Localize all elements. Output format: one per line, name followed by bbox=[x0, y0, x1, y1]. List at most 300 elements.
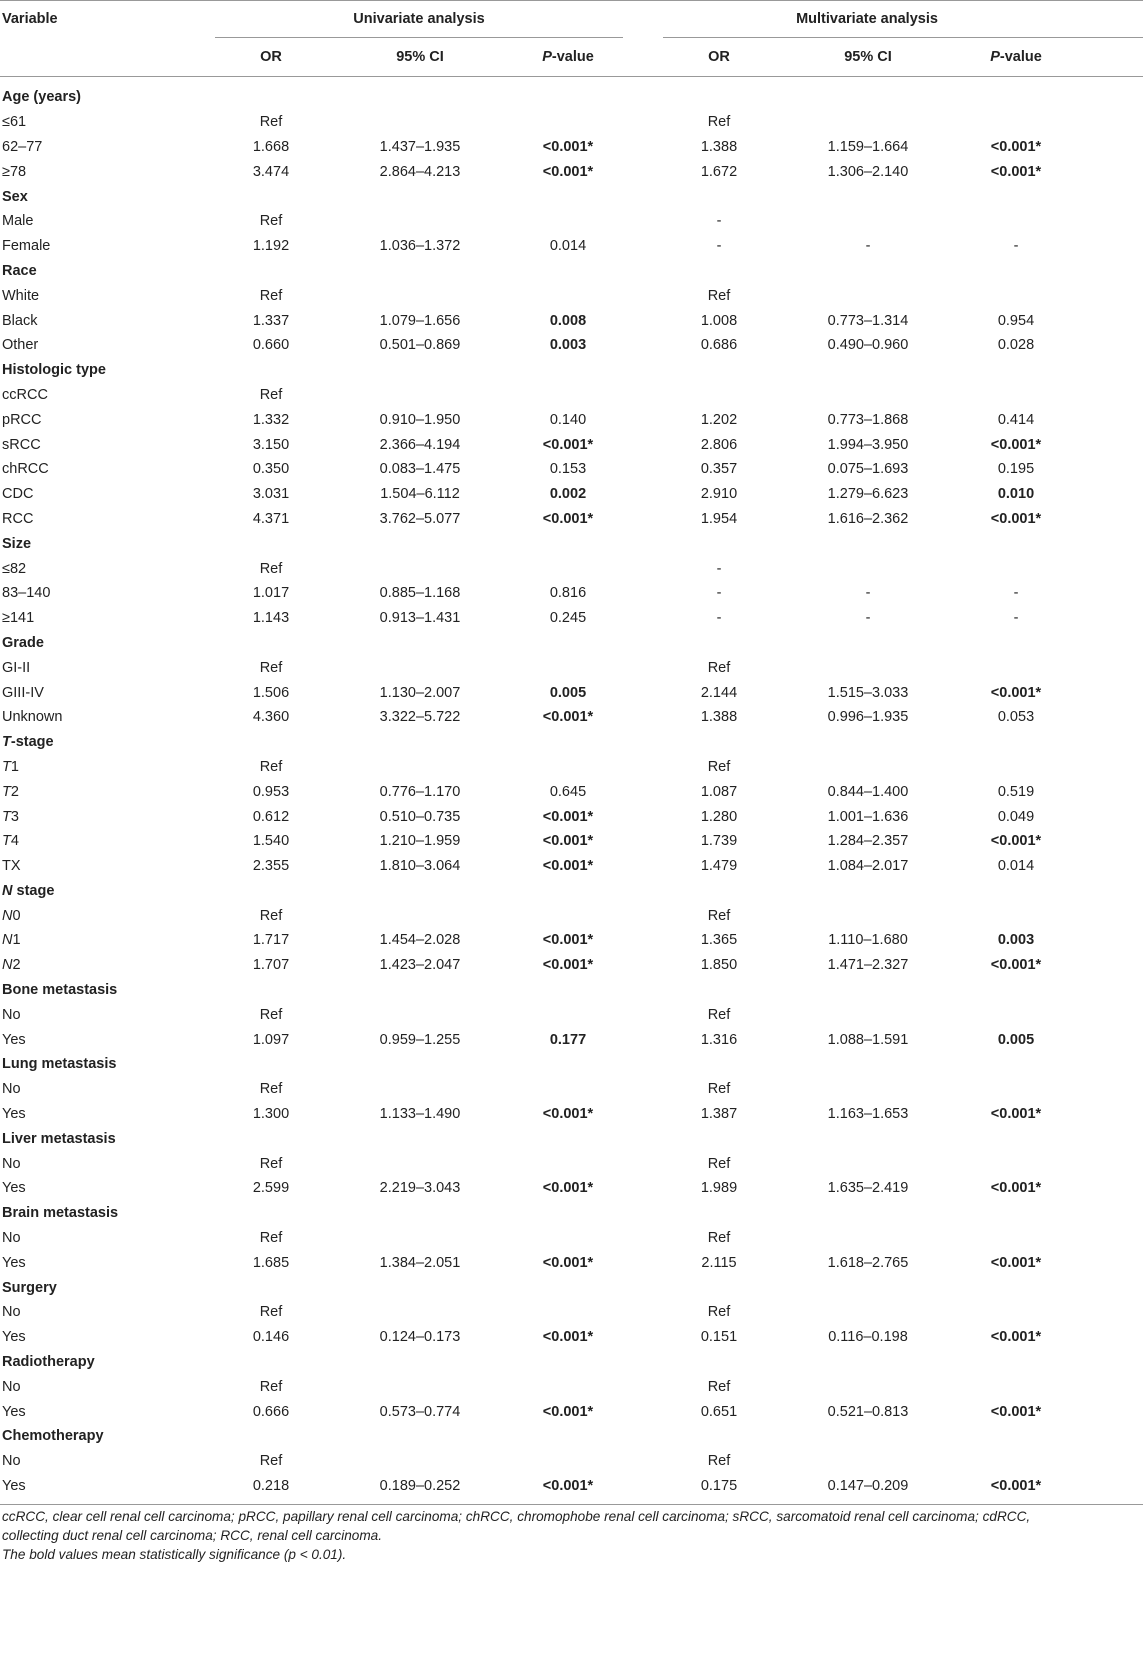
univariate-p-cell: 0.005 bbox=[549, 684, 587, 701]
table-row bbox=[0, 804, 1143, 829]
row-label: Yes bbox=[2, 1180, 26, 1197]
section-label: Age (years) bbox=[2, 89, 81, 106]
multivariate-p-cell: 0.195 bbox=[997, 461, 1035, 478]
multivariate-ci-cell bbox=[775, 903, 961, 928]
multivariate-p-cell bbox=[961, 903, 1071, 928]
multivariate-or-cell: Ref bbox=[707, 1081, 731, 1098]
table-row bbox=[0, 507, 1143, 532]
univariate-or-cell: Ref bbox=[259, 213, 283, 230]
section-header-row bbox=[0, 358, 1143, 383]
multivariate-p-cell: 0.519 bbox=[997, 783, 1035, 800]
univariate-or-cell: Ref bbox=[259, 758, 283, 775]
univariate-or-cell: 2.355 bbox=[252, 858, 290, 875]
multivariate-ci-cell: 0.147–0.209 bbox=[827, 1478, 909, 1495]
univariate-ci-cell: 0.776–1.170 bbox=[379, 783, 461, 800]
row-label: Yes bbox=[2, 1254, 26, 1271]
multivariate-p-cell: <0.001* bbox=[990, 163, 1042, 180]
multivariate-p-cell: 0.014 bbox=[997, 858, 1035, 875]
univariate-p-cell: 0.153 bbox=[549, 461, 587, 478]
univariate-ci-cell: 3.762–5.077 bbox=[379, 510, 461, 527]
multivariate-ci-cell: 1.084–2.017 bbox=[827, 858, 909, 875]
table-row bbox=[0, 779, 1143, 804]
section-header-row bbox=[0, 1350, 1143, 1375]
multivariate-or-cell: 0.686 bbox=[700, 337, 738, 354]
univariate-or-cell: 2.599 bbox=[252, 1180, 290, 1197]
row-label: N0 bbox=[2, 907, 21, 924]
multivariate-p-cell: 0.414 bbox=[997, 411, 1035, 428]
multivariate-ci-cell: 1.284–2.357 bbox=[827, 833, 909, 850]
multivariate-or-cell: 0.357 bbox=[700, 461, 738, 478]
row-label: T4 bbox=[2, 833, 19, 850]
multivariate-ci-cell: 1.618–2.765 bbox=[827, 1254, 909, 1271]
multivariate-p-cell: 0.005 bbox=[997, 1031, 1035, 1048]
row-label: CDC bbox=[2, 486, 34, 503]
multivariate-p-cell bbox=[961, 209, 1071, 234]
row-label: Yes bbox=[2, 1031, 26, 1048]
section-header-row bbox=[0, 1424, 1143, 1449]
univariate-ci-cell: 0.501–0.869 bbox=[379, 337, 461, 354]
multivariate-p-header: P-value bbox=[961, 38, 1071, 77]
table-row bbox=[0, 556, 1143, 581]
univariate-or-cell: 1.668 bbox=[252, 138, 290, 155]
multivariate-or-cell: 1.388 bbox=[700, 709, 738, 726]
univariate-or-cell: 1.540 bbox=[252, 833, 290, 850]
section-label: Grade bbox=[2, 634, 44, 651]
univariate-or-cell: 3.474 bbox=[252, 163, 290, 180]
multivariate-ci-cell bbox=[775, 1226, 961, 1251]
table-row bbox=[0, 1325, 1143, 1350]
univariate-or-cell: Ref bbox=[259, 907, 283, 924]
multivariate-ci-cell bbox=[775, 1151, 961, 1176]
section-header-row bbox=[0, 259, 1143, 284]
table-row bbox=[0, 680, 1143, 705]
section-label: Brain metastasis bbox=[2, 1205, 119, 1222]
univariate-ci-cell bbox=[327, 1226, 513, 1251]
multivariate-ci-cell: 1.110–1.680 bbox=[828, 932, 908, 949]
row-label: sRCC bbox=[2, 436, 41, 453]
table-row bbox=[0, 1226, 1143, 1251]
multivariate-p-cell: <0.001* bbox=[990, 1180, 1042, 1197]
univariate-p-cell bbox=[513, 1449, 623, 1474]
univariate-or-cell: 3.031 bbox=[252, 486, 290, 503]
table-row bbox=[0, 581, 1143, 606]
abbreviations-note: ccRCC, clear cell renal cell carcinoma; pRCC, papillary renal cell carcinoma; chRCC, chromophobe renal cell carcinoma; sRCC, sarcomatoid renal cell carcinoma; cdRCC, collecting duct renal cell carcinoma; RCC, renal cell carcinoma. bbox=[2, 1509, 1031, 1544]
multivariate-or-cell: Ref bbox=[707, 1304, 731, 1321]
univariate-p-cell: <0.001* bbox=[542, 1254, 594, 1271]
table-row bbox=[0, 1151, 1143, 1176]
univariate-or-cell: 0.666 bbox=[252, 1403, 290, 1420]
row-label: No bbox=[2, 1081, 21, 1098]
header-row-columns bbox=[0, 38, 1143, 77]
univariate-p-cell: 0.014 bbox=[549, 238, 587, 255]
table-row bbox=[0, 655, 1143, 680]
section-label: Size bbox=[2, 535, 32, 552]
table-row bbox=[0, 1002, 1143, 1027]
multivariate-p-cell bbox=[961, 283, 1071, 308]
table-row bbox=[0, 1399, 1143, 1424]
row-label: No bbox=[2, 1378, 21, 1395]
multivariate-or-cell: Ref bbox=[707, 1230, 731, 1247]
table-row bbox=[0, 606, 1143, 631]
univariate-ci-cell bbox=[327, 209, 513, 234]
multivariate-ci-cell: 1.994–3.950 bbox=[827, 436, 909, 453]
univariate-ci-cell bbox=[327, 755, 513, 780]
univariate-or-cell: 0.350 bbox=[252, 461, 290, 478]
univariate-p-cell bbox=[513, 903, 623, 928]
multivariate-p-cell bbox=[961, 1300, 1071, 1325]
multivariate-or-cell: - bbox=[716, 560, 722, 577]
row-label: 83–140 bbox=[2, 585, 51, 602]
table-row bbox=[0, 135, 1143, 160]
multivariate-ci-header: 95% CI bbox=[775, 38, 961, 77]
row-label: No bbox=[2, 1453, 21, 1470]
table-row bbox=[0, 1102, 1143, 1127]
multivariate-or-cell: 2.115 bbox=[701, 1254, 737, 1271]
multivariate-or-cell: 2.910 bbox=[700, 486, 738, 503]
univariate-ci-cell: 0.959–1.255 bbox=[379, 1031, 461, 1048]
multivariate-ci-cell: - bbox=[865, 238, 871, 255]
multivariate-p-cell: <0.001* bbox=[990, 1106, 1042, 1123]
row-label: No bbox=[2, 1006, 21, 1023]
table-row bbox=[0, 1077, 1143, 1102]
multivariate-or-header: OR bbox=[663, 38, 775, 77]
multivariate-or-cell: 1.954 bbox=[700, 510, 738, 527]
multivariate-or-cell: 2.144 bbox=[700, 684, 738, 701]
univariate-p-cell: 0.816 bbox=[549, 585, 587, 602]
univariate-p-cell: <0.001* bbox=[542, 1106, 594, 1123]
multivariate-ci-cell: 0.773–1.868 bbox=[827, 411, 909, 428]
univariate-ci-cell: 0.510–0.735 bbox=[379, 808, 461, 825]
multivariate-p-cell: 0.010 bbox=[997, 486, 1035, 503]
univariate-or-cell: 1.707 bbox=[252, 957, 290, 974]
multivariate-or-cell: 1.850 bbox=[700, 957, 738, 974]
multivariate-ci-cell bbox=[775, 1449, 961, 1474]
multivariate-ci-cell: 0.844–1.400 bbox=[827, 783, 909, 800]
univariate-ci-cell: 2.864–4.213 bbox=[379, 163, 461, 180]
table-row bbox=[0, 209, 1143, 234]
univariate-or-cell: Ref bbox=[259, 386, 283, 403]
univariate-ci-cell: 0.083–1.475 bbox=[379, 461, 461, 478]
row-label: T2 bbox=[2, 783, 19, 800]
section-header-row bbox=[0, 978, 1143, 1003]
header-row-groups bbox=[0, 1, 1143, 38]
row-label: Black bbox=[2, 312, 38, 329]
multivariate-ci-cell bbox=[775, 1374, 961, 1399]
row-label: Yes bbox=[2, 1403, 26, 1420]
univariate-ci-cell: 0.573–0.774 bbox=[379, 1403, 461, 1420]
multivariate-p-cell: <0.001* bbox=[990, 1478, 1042, 1495]
section-label: Chemotherapy bbox=[2, 1428, 104, 1445]
univariate-or-cell: 0.953 bbox=[252, 783, 290, 800]
univariate-ci-cell: 0.124–0.173 bbox=[379, 1329, 461, 1346]
univariate-or-cell: 4.360 bbox=[252, 709, 290, 726]
univariate-p-cell bbox=[513, 1077, 623, 1102]
section-label: Surgery bbox=[2, 1279, 57, 1296]
section-header-row bbox=[0, 1126, 1143, 1151]
univariate-p-cell: <0.001* bbox=[542, 709, 594, 726]
multivariate-or-cell: Ref bbox=[707, 1378, 731, 1395]
multivariate-p-cell bbox=[961, 556, 1071, 581]
section-label: N stage bbox=[2, 882, 55, 899]
multivariate-or-cell: Ref bbox=[707, 907, 731, 924]
multivariate-ci-cell: 0.521–0.813 bbox=[827, 1403, 909, 1420]
multivariate-p-cell: <0.001* bbox=[990, 684, 1042, 701]
univariate-or-cell: Ref bbox=[259, 1230, 283, 1247]
bold-values-note: The bold values mean statistically significance (p < 0.01). bbox=[2, 1547, 347, 1563]
univariate-ci-cell: 1.810–3.064 bbox=[379, 858, 461, 875]
univariate-ci-cell bbox=[327, 1300, 513, 1325]
univariate-or-cell: 0.146 bbox=[252, 1329, 290, 1346]
multivariate-ci-cell: 1.471–2.327 bbox=[827, 957, 909, 974]
multivariate-ci-cell bbox=[775, 383, 961, 408]
multivariate-p-cell: - bbox=[1013, 585, 1019, 602]
univariate-ci-cell: 1.454–2.028 bbox=[379, 932, 461, 949]
multivariate-p-cell: 0.954 bbox=[997, 312, 1035, 329]
univariate-or-cell: Ref bbox=[259, 1378, 283, 1395]
univariate-p-cell: <0.001* bbox=[542, 436, 594, 453]
univariate-ci-cell bbox=[327, 283, 513, 308]
table-row bbox=[0, 1250, 1143, 1275]
multivariate-or-cell: Ref bbox=[707, 1006, 731, 1023]
univariate-or-cell: Ref bbox=[259, 560, 283, 577]
univariate-or-cell: Ref bbox=[259, 659, 283, 676]
univariate-ci-cell: 2.219–3.043 bbox=[379, 1180, 461, 1197]
multivariate-p-cell: 0.053 bbox=[997, 709, 1035, 726]
section-label: Radiotherapy bbox=[2, 1354, 95, 1371]
section-label: Histologic type bbox=[2, 362, 106, 379]
univariate-or-cell: 4.371 bbox=[252, 510, 290, 527]
univariate-or-cell: Ref bbox=[259, 1304, 283, 1321]
multivariate-p-cell: <0.001* bbox=[990, 1403, 1042, 1420]
table-row bbox=[0, 432, 1143, 457]
multivariate-ci-cell bbox=[775, 209, 961, 234]
univariate-p-cell bbox=[513, 383, 623, 408]
univariate-p-cell bbox=[513, 556, 623, 581]
multivariate-ci-cell: 1.635–2.419 bbox=[827, 1180, 909, 1197]
univariate-p-cell: <0.001* bbox=[542, 833, 594, 850]
univariate-p-cell bbox=[513, 1002, 623, 1027]
univariate-p-cell: <0.001* bbox=[542, 957, 594, 974]
multivariate-p-cell: <0.001* bbox=[990, 436, 1042, 453]
multivariate-ci-cell: 1.163–1.653 bbox=[827, 1106, 909, 1123]
univariate-ci-cell: 0.189–0.252 bbox=[379, 1478, 461, 1495]
table-row bbox=[0, 928, 1143, 953]
table-row bbox=[0, 953, 1143, 978]
univariate-or-cell: 0.218 bbox=[252, 1478, 290, 1495]
univariate-p-cell: <0.001* bbox=[542, 163, 594, 180]
multivariate-p-cell bbox=[961, 1002, 1071, 1027]
univariate-ci-cell: 1.423–2.047 bbox=[379, 957, 461, 974]
table-row bbox=[0, 705, 1143, 730]
multivariate-ci-cell bbox=[775, 1002, 961, 1027]
univariate-p-cell: 0.645 bbox=[549, 783, 587, 800]
row-label: GI-II bbox=[2, 659, 31, 676]
univariate-or-header: OR bbox=[215, 38, 327, 77]
section-header-row bbox=[0, 85, 1143, 110]
univariate-p-cell: 0.008 bbox=[549, 312, 587, 329]
row-label: N1 bbox=[2, 932, 21, 949]
row-label: Female bbox=[2, 238, 51, 255]
univariate-or-cell: 1.143 bbox=[252, 610, 290, 627]
table-row bbox=[0, 1176, 1143, 1201]
table-row bbox=[0, 159, 1143, 184]
multivariate-ci-cell: 1.306–2.140 bbox=[827, 163, 909, 180]
multivariate-header: Multivariate analysis bbox=[663, 1, 1071, 38]
univariate-or-cell: 1.337 bbox=[252, 312, 290, 329]
multivariate-or-cell: 1.280 bbox=[700, 808, 738, 825]
univariate-or-cell: 1.506 bbox=[252, 684, 290, 701]
table-row bbox=[0, 457, 1143, 482]
table-row bbox=[0, 333, 1143, 358]
univariate-p-cell bbox=[513, 655, 623, 680]
univariate-p-cell: <0.001* bbox=[542, 1403, 594, 1420]
section-label: T-stage bbox=[2, 734, 54, 751]
table-row bbox=[0, 383, 1143, 408]
multivariate-or-cell: 1.008 bbox=[700, 312, 738, 329]
univariate-p-header: P-value bbox=[513, 38, 623, 77]
multivariate-or-cell: - bbox=[716, 585, 722, 602]
multivariate-p-cell bbox=[961, 1077, 1071, 1102]
univariate-ci-cell: 0.885–1.168 bbox=[379, 585, 461, 602]
multivariate-p-cell: <0.001* bbox=[990, 510, 1042, 527]
section-label: Bone metastasis bbox=[2, 982, 118, 999]
univariate-or-cell: Ref bbox=[259, 1006, 283, 1023]
univariate-ci-cell bbox=[327, 383, 513, 408]
univariate-p-cell: 0.177 bbox=[549, 1031, 587, 1048]
multivariate-p-cell: 0.049 bbox=[997, 808, 1035, 825]
multivariate-p-cell bbox=[961, 1151, 1071, 1176]
row-label: Other bbox=[2, 337, 39, 354]
multivariate-p-cell bbox=[961, 755, 1071, 780]
table-row bbox=[0, 854, 1143, 879]
univariate-ci-cell bbox=[327, 655, 513, 680]
variable-header: Variable bbox=[0, 1, 215, 38]
univariate-or-cell: 0.660 bbox=[252, 337, 290, 354]
multivariate-or-cell: 1.387 bbox=[700, 1106, 738, 1123]
univariate-or-cell: 1.685 bbox=[252, 1254, 290, 1271]
univariate-or-cell: Ref bbox=[259, 1155, 283, 1172]
section-label: Liver metastasis bbox=[2, 1130, 116, 1147]
univariate-header: Univariate analysis bbox=[215, 1, 623, 38]
table-row bbox=[0, 283, 1143, 308]
section-label: Lung metastasis bbox=[2, 1056, 117, 1073]
table-row bbox=[0, 308, 1143, 333]
univariate-p-cell: <0.001* bbox=[542, 808, 594, 825]
multivariate-or-cell: 1.672 bbox=[700, 163, 738, 180]
multivariate-or-cell: Ref bbox=[707, 114, 731, 131]
multivariate-ci-cell: - bbox=[865, 585, 871, 602]
multivariate-ci-cell: 1.159–1.664 bbox=[827, 138, 909, 155]
multivariate-or-cell: 0.151 bbox=[700, 1329, 738, 1346]
univariate-p-cell: <0.001* bbox=[542, 1180, 594, 1197]
multivariate-or-cell: 1.989 bbox=[700, 1180, 738, 1197]
row-label: Unknown bbox=[2, 709, 63, 726]
multivariate-or-cell: Ref bbox=[707, 659, 731, 676]
multivariate-or-cell: 0.175 bbox=[700, 1478, 738, 1495]
section-header-row bbox=[0, 531, 1143, 556]
section-header-row bbox=[0, 1201, 1143, 1226]
univariate-ci-cell: 1.210–1.959 bbox=[379, 833, 461, 850]
row-label: Male bbox=[2, 213, 34, 230]
multivariate-p-cell bbox=[961, 110, 1071, 135]
row-label: TX bbox=[2, 858, 21, 875]
univariate-p-cell bbox=[513, 755, 623, 780]
row-label: ≥78 bbox=[2, 163, 27, 180]
univariate-or-cell: 3.150 bbox=[252, 436, 290, 453]
table-row bbox=[0, 1374, 1143, 1399]
multivariate-ci-cell: 1.088–1.591 bbox=[827, 1031, 909, 1048]
multivariate-p-cell bbox=[961, 655, 1071, 680]
univariate-ci-cell: 1.079–1.656 bbox=[379, 312, 461, 329]
multivariate-or-cell: - bbox=[716, 610, 722, 627]
multivariate-p-cell bbox=[961, 1374, 1071, 1399]
multivariate-ci-cell: 0.075–1.693 bbox=[827, 461, 909, 478]
univariate-p-cell: <0.001* bbox=[542, 858, 594, 875]
section-header-row bbox=[0, 1052, 1143, 1077]
row-label: ccRCC bbox=[2, 386, 48, 403]
section-label: Sex bbox=[2, 188, 28, 205]
univariate-ci-cell: 3.322–5.722 bbox=[379, 709, 461, 726]
multivariate-or-cell: 1.739 bbox=[700, 833, 738, 850]
univariate-p-cell: 0.140 bbox=[549, 411, 587, 428]
univariate-ci-cell: 1.384–2.051 bbox=[379, 1254, 461, 1271]
multivariate-ci-cell bbox=[775, 1300, 961, 1325]
multivariate-or-cell: 1.316 bbox=[700, 1031, 738, 1048]
univariate-p-cell bbox=[513, 283, 623, 308]
univariate-ci-cell bbox=[327, 110, 513, 135]
univariate-ci-cell bbox=[327, 556, 513, 581]
table-row bbox=[0, 1027, 1143, 1052]
univariate-p-cell: 0.003 bbox=[549, 337, 587, 354]
multivariate-p-cell: <0.001* bbox=[990, 957, 1042, 974]
row-label: chRCC bbox=[2, 461, 49, 478]
univariate-ci-cell bbox=[327, 1077, 513, 1102]
table-row bbox=[0, 755, 1143, 780]
table-body bbox=[0, 77, 1143, 1499]
table-row bbox=[0, 482, 1143, 507]
row-label: RCC bbox=[2, 510, 34, 527]
multivariate-p-cell: 0.028 bbox=[997, 337, 1035, 354]
univariate-p-cell bbox=[513, 1151, 623, 1176]
multivariate-p-cell bbox=[961, 383, 1071, 408]
section-label: Race bbox=[2, 262, 37, 279]
row-label: T3 bbox=[2, 808, 19, 825]
multivariate-ci-cell: - bbox=[865, 610, 871, 627]
row-label: Yes bbox=[2, 1106, 26, 1123]
univariate-or-cell: Ref bbox=[259, 287, 283, 304]
multivariate-or-cell: Ref bbox=[707, 1453, 731, 1470]
univariate-ci-cell bbox=[327, 1151, 513, 1176]
multivariate-ci-cell: 1.001–1.636 bbox=[827, 808, 909, 825]
section-header-row bbox=[0, 879, 1143, 904]
row-label: N2 bbox=[2, 957, 21, 974]
multivariate-or-cell: 0.651 bbox=[700, 1403, 738, 1420]
row-label: ≤61 bbox=[2, 114, 27, 131]
univariate-or-cell: 1.717 bbox=[252, 932, 290, 949]
section-header-row bbox=[0, 1275, 1143, 1300]
multivariate-or-cell: - bbox=[716, 238, 722, 255]
multivariate-ci-cell bbox=[775, 556, 961, 581]
univariate-ci-cell: 1.036–1.372 bbox=[379, 238, 461, 255]
multivariate-or-cell: - bbox=[716, 213, 722, 230]
row-label: No bbox=[2, 1155, 21, 1172]
multivariate-ci-cell bbox=[775, 283, 961, 308]
univariate-p-cell bbox=[513, 1226, 623, 1251]
univariate-ci-cell: 2.366–4.194 bbox=[379, 436, 461, 453]
multivariate-or-cell: Ref bbox=[707, 758, 731, 775]
univariate-p-cell bbox=[513, 1374, 623, 1399]
multivariate-p-cell: - bbox=[1013, 238, 1019, 255]
